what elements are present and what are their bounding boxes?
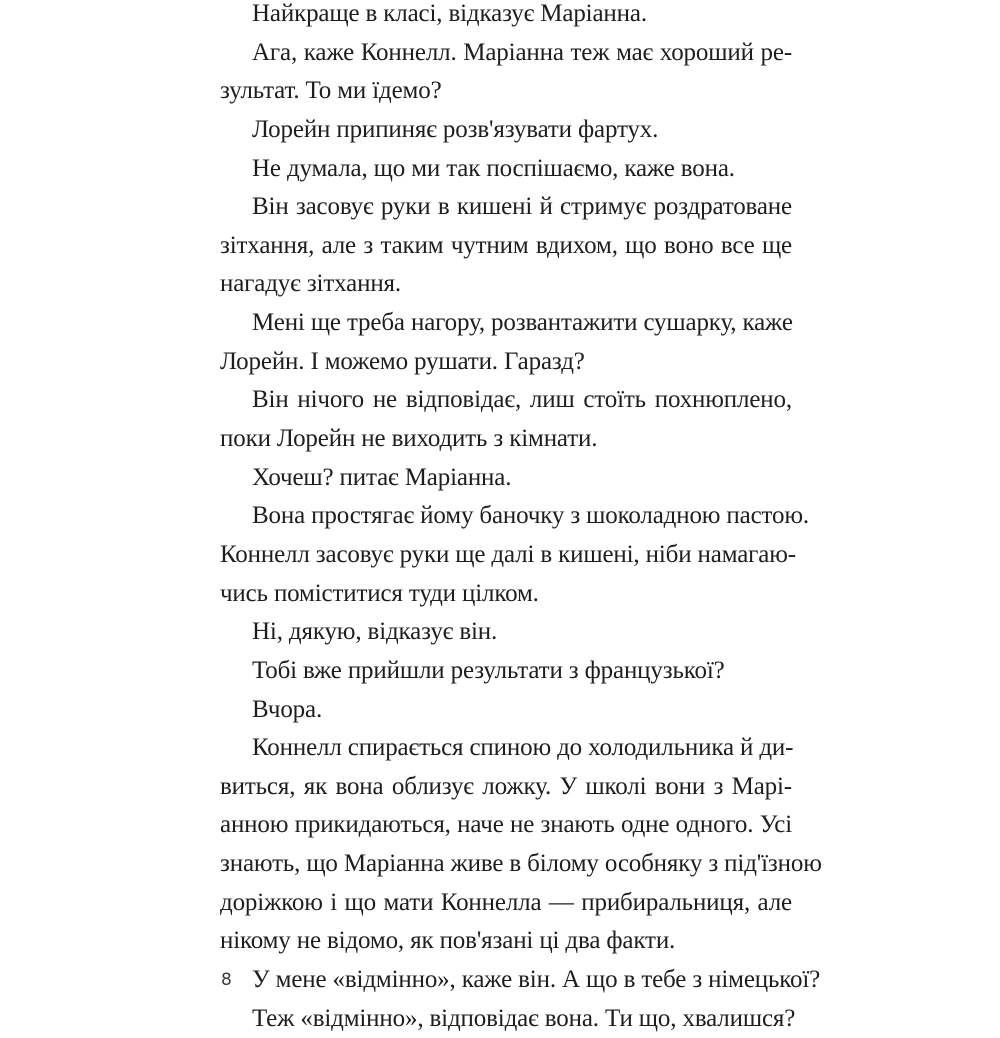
text-line: Вона простягає йому баночку з шоколадною пастою. bbox=[252, 502, 809, 530]
text-line: Теж «відмінно», відповідає вона. Ти що, хвалишся? bbox=[252, 1004, 796, 1032]
text-line: У мене «відмінно», каже він. А що в тебе з німецької? bbox=[252, 966, 821, 994]
text-line: Не думала, що ми так поспішаємо, каже вона. bbox=[252, 154, 735, 182]
text-line: Коннелл засовує руки ще далі в кишені, ніби намагаю- bbox=[220, 540, 796, 568]
text-line: Він засовує руки в кишені й стримує роздратоване bbox=[252, 193, 792, 221]
page-number: 8 bbox=[221, 970, 232, 990]
text-line: Лорейн припиняє розв'язувати фартух. bbox=[252, 115, 659, 143]
text-line: Коннелл спирається спиною до холодильника й ди- bbox=[252, 734, 794, 762]
text-line: Мені ще треба нагору, розвантажити сушарку, каже bbox=[252, 309, 793, 337]
text-line: Ага, каже Коннелл. Маріанна теж має хороший ре- bbox=[252, 38, 792, 66]
text-line: поки Лорейн не виходить з кімнати. bbox=[220, 425, 598, 453]
text-line: нікому не відомо, як пов'язані ці два факти. bbox=[220, 927, 676, 955]
text-line: нагадує зітхання. bbox=[220, 270, 401, 298]
body-text bbox=[220, 0, 822, 1038]
text-line: знають, що Маріанна живе в білому особняку з під'їзною bbox=[220, 850, 822, 878]
text-line: анною прикидаються, наче не знають одне одного. Усі bbox=[220, 811, 792, 839]
text-line: Найкраще в класі, відказує Маріанна. bbox=[252, 0, 647, 27]
text-line: зультат. То ми їдемо? bbox=[220, 77, 442, 105]
text-line: Ні, дякую, відказує він. bbox=[252, 618, 498, 646]
text-line: Тобі вже прийшли результати з французької? bbox=[252, 656, 725, 684]
text-line: Хочеш? питає Маріанна. bbox=[252, 463, 512, 491]
text-line: Він нічого не відповідає, лиш стоїть похнюплено, bbox=[252, 386, 792, 414]
text-line: зітхання, але з таким чутним вдихом, що воно все ще bbox=[220, 231, 792, 259]
text-line: Вчора. bbox=[252, 695, 323, 723]
text-line: Лорейн. І можемо рушати. Гаразд? bbox=[220, 347, 585, 375]
text-line: виться, як вона облизує ложку. У школі вони з Марі- bbox=[220, 772, 792, 800]
text-line: доріжкою і що мати Коннелла — прибиральниця, але bbox=[220, 888, 792, 916]
text-line: чись поміститися туди цілком. bbox=[220, 579, 539, 607]
